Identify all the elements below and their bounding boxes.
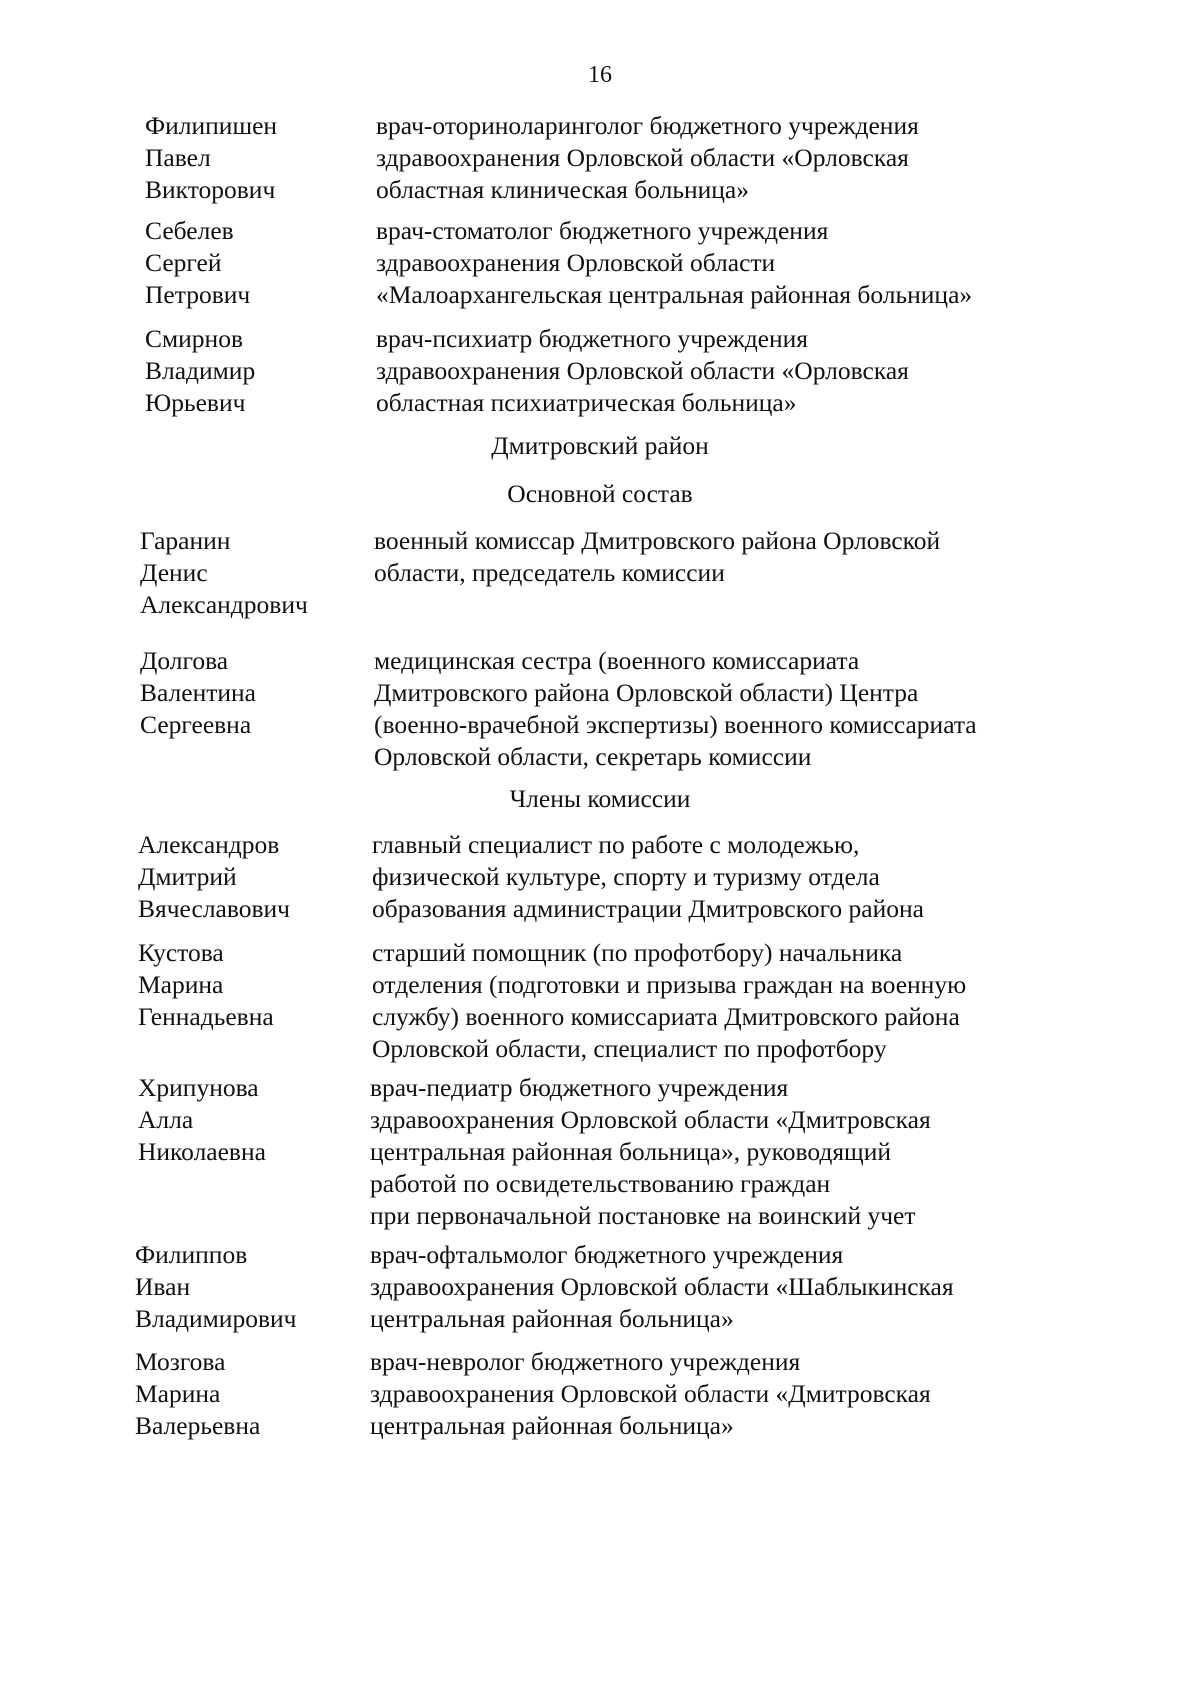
member-position-line: области, председатель комиссии xyxy=(374,558,725,587)
member-name-line: Валентина xyxy=(140,678,256,707)
member-position-line: медицинская сестра (военного комиссариата xyxy=(374,646,860,675)
member-position-line: при первоначальной постановке на воинский учет xyxy=(370,1201,916,1230)
member-position-line: Орловской области, секретарь комиссии xyxy=(374,742,812,771)
member-name-line: Валерьевна xyxy=(135,1411,261,1440)
member-position-line: здравоохранения Орловской области xyxy=(376,248,776,277)
member-position xyxy=(372,829,1072,925)
member-position-line: Орловской области, специалист по профотбору xyxy=(372,1034,887,1063)
member-name-line: Денис xyxy=(140,558,208,587)
member-position-line: центральная районная больница» xyxy=(370,1411,734,1440)
member-position xyxy=(374,525,1074,589)
member-name-line: Иван xyxy=(135,1272,191,1301)
member-position-line: здравоохранения Орловской области «Дмитровская xyxy=(370,1379,931,1408)
member-name-line: Владимирович xyxy=(135,1304,297,1333)
member-position-line: здравоохранения Орловской области «Шаблыкинская xyxy=(370,1272,954,1301)
member-name-line: Филипишен xyxy=(145,111,278,140)
member-name-line: Гаранин xyxy=(140,526,231,555)
member-position xyxy=(376,110,1076,206)
member-name xyxy=(135,1239,355,1335)
member-name xyxy=(145,323,365,419)
member-position xyxy=(370,1239,1070,1335)
member-position-line: центральная районная больница», руководящий xyxy=(370,1137,891,1166)
member-position-line: областная клиническая больница» xyxy=(376,175,749,204)
member-position xyxy=(374,645,1074,773)
member-name xyxy=(138,1072,358,1168)
member-name-line: Мозгова xyxy=(135,1347,226,1376)
member-name-line: Вячеславович xyxy=(138,894,291,923)
member-name-line: Юрьевич xyxy=(145,388,246,417)
member-position-line: областная психиатрическая больница» xyxy=(376,388,797,417)
member-position-line: старший помощник (по профотбору) начальника xyxy=(372,938,903,967)
member-position xyxy=(370,1072,1070,1232)
member-name xyxy=(138,937,358,1033)
member-position-line: отделения (подготовки и призыва граждан на военную xyxy=(372,970,967,999)
member-position-line: здравоохранения Орловской области «Дмитровская xyxy=(370,1105,931,1134)
member-position-line: центральная районная больница» xyxy=(370,1304,734,1333)
member-position xyxy=(370,1346,1070,1442)
member-name xyxy=(140,525,360,621)
member-position-line: военный комиссар Дмитровского района Орловской xyxy=(374,526,941,555)
member-position-line: главный специалист по работе с молодежью, xyxy=(372,830,860,859)
member-name-line: Александров xyxy=(138,830,280,859)
member-name xyxy=(135,1346,355,1442)
member-position xyxy=(376,215,1076,311)
member-position-line: физической культуре, спорту и туризму отдела xyxy=(372,862,880,891)
member-position-line: врач-психиатр бюджетного учреждения xyxy=(376,324,809,353)
member-name-line: Долгова xyxy=(140,646,229,675)
heading-district: Дмитровский район xyxy=(491,431,709,460)
member-name-line: Петрович xyxy=(145,280,251,309)
member-name xyxy=(145,215,365,311)
member-position-line: образования администрации Дмитровского района xyxy=(372,894,924,923)
member-position-line: «Малоархангельская центральная районная больница» xyxy=(376,280,973,309)
member-position xyxy=(376,323,1076,419)
member-name-line: Дмитрий xyxy=(138,862,237,891)
member-name-line: Себелев xyxy=(145,216,234,245)
member-position-line: врач-стоматолог бюджетного учреждения xyxy=(376,216,829,245)
member-position-line: Дмитровского района Орловской области) Центра xyxy=(374,678,919,707)
member-name-line: Геннадьевна xyxy=(138,1002,274,1031)
heading-main-composition: Основной состав xyxy=(507,479,693,508)
member-position-line: врач-невролог бюджетного учреждения xyxy=(370,1347,801,1376)
member-name xyxy=(140,645,360,741)
member-name-line: Павел xyxy=(145,143,211,172)
member-position-line: врач-педиатр бюджетного учреждения xyxy=(370,1073,789,1102)
member-name-line: Алла xyxy=(138,1105,194,1134)
page-number: 16 xyxy=(588,62,612,88)
member-position-line: врач-офтальмолог бюджетного учреждения xyxy=(370,1240,844,1269)
member-name-line: Марина xyxy=(135,1379,221,1408)
member-position xyxy=(372,937,1072,1065)
member-position-line: (военно-врачебной экспертизы) военного комиссариата xyxy=(374,710,977,739)
member-position-line: врач-оториноларинголог бюджетного учреждения xyxy=(376,111,919,140)
member-name-line: Александрович xyxy=(140,590,308,619)
member-name-line: Сергей xyxy=(145,248,222,277)
member-name-line: Кустова xyxy=(138,938,224,967)
member-name xyxy=(138,829,358,925)
member-position-line: здравоохранения Орловской области «Орловская xyxy=(376,356,909,385)
heading-members: Члены комиссии xyxy=(509,784,691,813)
member-position-line: работой по освидетельствованию граждан xyxy=(370,1169,831,1198)
member-position-line: службу) военного комиссариата Дмитровского района xyxy=(372,1002,960,1031)
member-name-line: Марина xyxy=(138,970,224,999)
member-name-line: Хрипунова xyxy=(138,1073,259,1102)
member-name-line: Смирнов xyxy=(145,324,243,353)
member-name xyxy=(145,110,365,206)
member-name-line: Викторович xyxy=(145,175,276,204)
member-name-line: Николаевна xyxy=(138,1137,266,1166)
member-name-line: Филиппов xyxy=(135,1240,248,1269)
member-position-line: здравоохранения Орловской области «Орловская xyxy=(376,143,909,172)
member-name-line: Владимир xyxy=(145,356,256,385)
member-name-line: Сергеевна xyxy=(140,710,252,739)
